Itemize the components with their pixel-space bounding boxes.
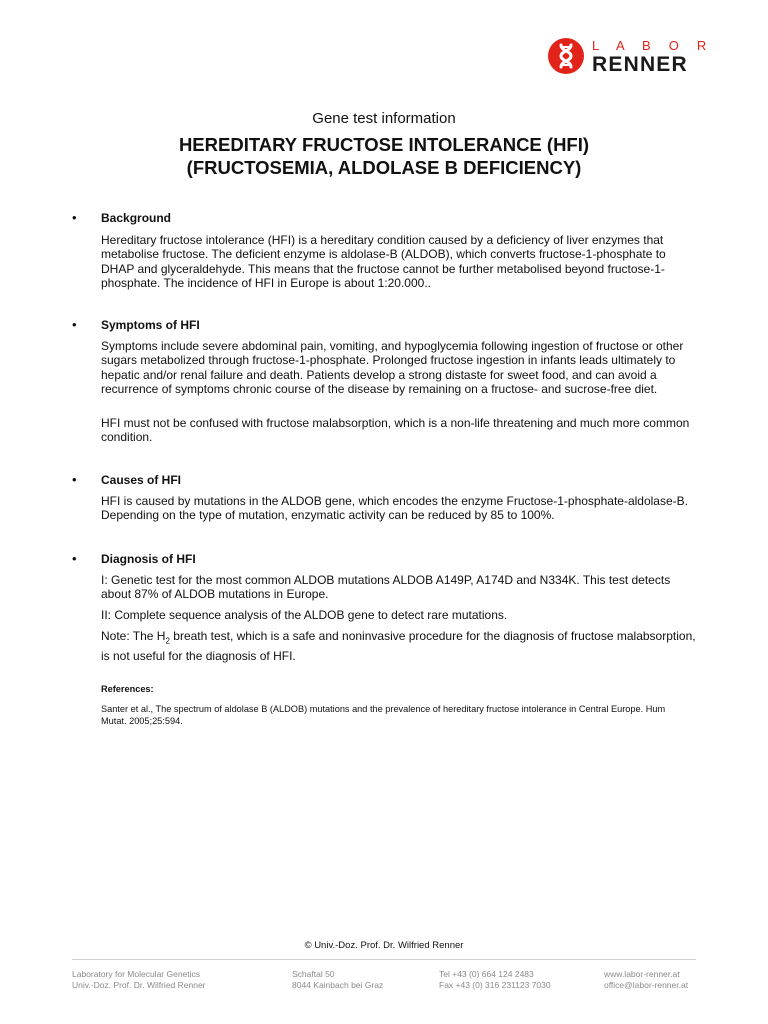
footer-lab-director: Univ.-Doz. Prof. Dr. Wilfried Renner bbox=[72, 980, 206, 990]
footer-street: Schaftal 50 bbox=[292, 969, 335, 979]
footer-address bbox=[292, 969, 383, 991]
labor-renner-logo bbox=[548, 38, 714, 80]
bullet: • bbox=[72, 317, 77, 332]
footer-website-link[interactable]: www.labor-renner.at bbox=[604, 969, 680, 979]
footer-tel: Tel +43 (0) 664 124 2483 bbox=[439, 969, 534, 979]
footer-divider bbox=[72, 959, 696, 960]
footer-city: 8044 Kainbach bei Graz bbox=[292, 980, 384, 990]
section-heading: Diagnosis of HFI bbox=[101, 552, 196, 566]
footer-phone bbox=[439, 969, 551, 991]
note-subscript: 2 bbox=[165, 636, 170, 646]
footer-contact bbox=[604, 969, 688, 991]
section-paragraph: II: Complete sequence analysis of the ALDOB gene to detect rare mutations. bbox=[101, 608, 508, 622]
footer-lab-name: Laboratory for Molecular Genetics bbox=[72, 969, 201, 979]
section-paragraph: Symptoms include severe abdominal pain, vomiting, and hypoglycemia following ingestion of fructose or other sugars metabolized through fructose-1-phosphate. Prolonged fructose ingestion in infants leads ultimately to hepatic and/or renal failure and death. Patients develop a strong distaste for sweet food, and can avoid a recurrence of symptoms chronic course of the disease by remaining on a fructose- and sucrose-free diet. bbox=[101, 339, 684, 396]
document-title bbox=[0, 133, 768, 179]
footer-fax: Fax +43 (0) 316 231123 7030 bbox=[439, 980, 551, 990]
footer-lab-info bbox=[72, 969, 206, 991]
logo-bottom-text: RENNER bbox=[592, 53, 688, 76]
note-text-end: breath test, which is a safe and noninvasive procedure for the diagnosis of fructose malabsorption, is not useful for the diagnosis of HFI. bbox=[101, 629, 696, 663]
section-paragraph-note bbox=[101, 629, 701, 663]
dna-strand-icon bbox=[548, 38, 584, 74]
footer-email-link[interactable]: office@labor-renner.at bbox=[604, 980, 689, 990]
bullet: • bbox=[72, 551, 77, 566]
references-text: Santer et al., The spectrum of aldolase B (ALDOB) mutations and the prevalence of hereditary fructose intolerance in Central Europe. Hum Mutat. 2005;25:594. bbox=[101, 704, 666, 726]
section-heading: Symptoms of HFI bbox=[101, 318, 200, 332]
section-paragraph: HFI must not be confused with fructose malabsorption, which is a non-life threatening and much more common condition. bbox=[101, 416, 690, 445]
section-paragraph: I: Genetic test for the most common ALDOB mutations ALDOB A149P, A174D and N334K. This test detects about 87% of ALDOB mutations in Europe. bbox=[101, 573, 671, 602]
section-paragraph: Hereditary fructose intolerance (HFI) is a hereditary condition caused by a deficiency of liver enzymes that metabolise fructose. The deficient enzyme is aldolase-B (ALDOB), which converts fructose-1-phosphate to DHAP and glyceraldehyde. This means that the fructose cannot be further metabolised beyond fructose-1-phosphate. The incidence of HFI in Europe is about 1:20.000.. bbox=[101, 233, 666, 290]
logo-top-text: L A B O R bbox=[592, 38, 714, 53]
title-line-1: HEREDITARY FRUCTOSE INTOLERANCE (HFI) bbox=[178, 134, 590, 155]
copyright: © Univ.-Doz. Prof. Dr. Wilfried Renner bbox=[304, 940, 464, 951]
bullet: • bbox=[72, 210, 77, 225]
section-heading: Background bbox=[101, 211, 172, 225]
note-text-start: Note: The H bbox=[101, 629, 166, 643]
title-line-2: (FRUCTOSEMIA, ALDOLASE B DEFICIENCY) bbox=[186, 157, 582, 178]
document-label: Gene test information bbox=[312, 110, 456, 127]
section-paragraph: HFI is caused by mutations in the ALDOB gene, which encodes the enzyme Fructose-1-phosphate-aldolase-B. Depending on the type of mutation, enzymatic activity can be reduced by 85 to 100%. bbox=[101, 494, 688, 523]
section-heading: Causes of HFI bbox=[101, 473, 182, 487]
references-heading: References: bbox=[101, 684, 154, 694]
bullet: • bbox=[72, 472, 77, 487]
